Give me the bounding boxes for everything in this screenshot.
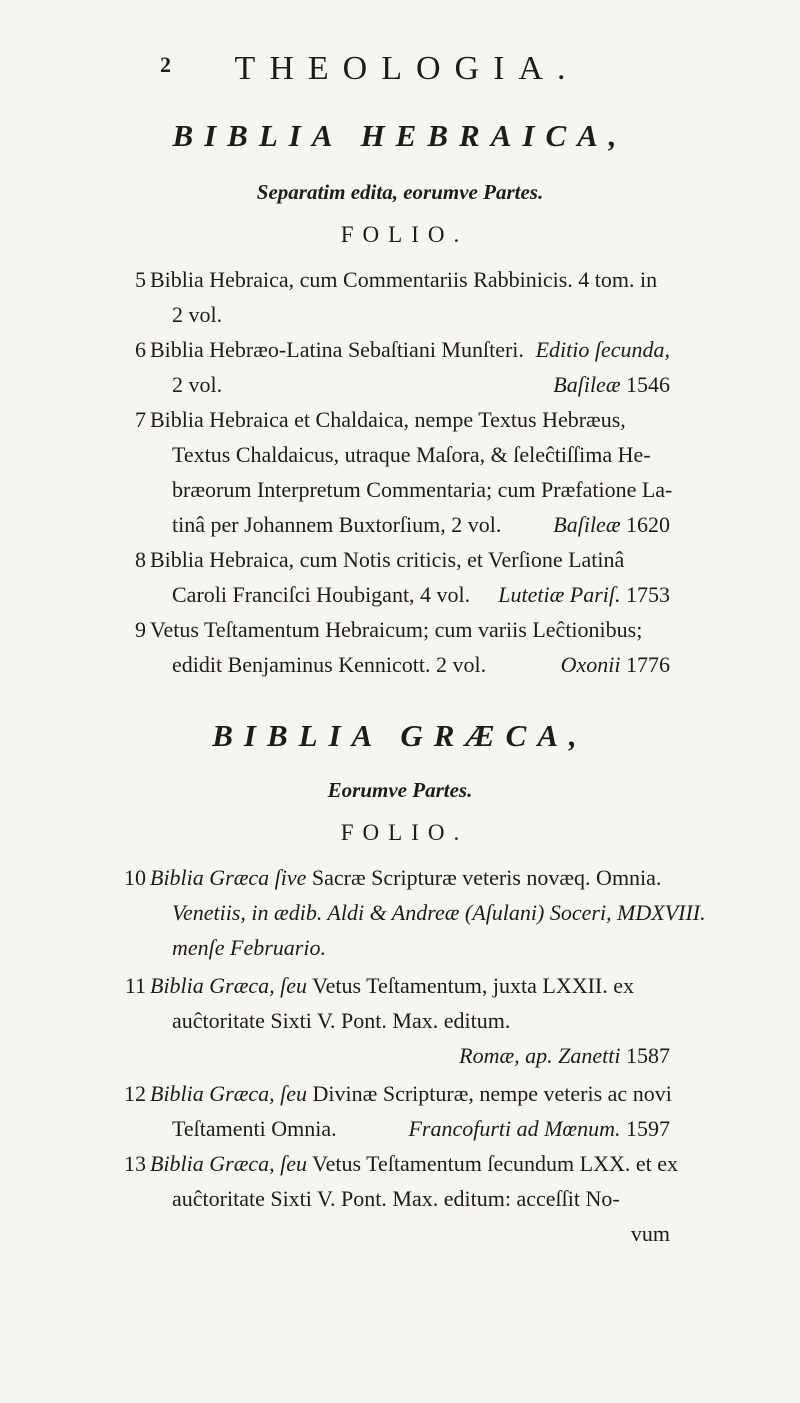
- entry-7: [135, 402, 673, 542]
- entry-line: [150, 895, 706, 930]
- imprint-place: Baſileæ: [553, 512, 621, 537]
- entry-title: Biblia Græca, ſeu: [150, 1081, 308, 1106]
- entry-number: 5: [135, 267, 146, 292]
- imprint: [561, 647, 670, 682]
- imprint-place: Lutetiæ Pariſ.: [498, 582, 621, 607]
- section-format-hebraica: FOLIO.: [340, 222, 469, 247]
- imprint-year: 1776: [626, 652, 670, 677]
- section-subtitle-hebraica: Separatim edita, eorumve Partes.: [256, 180, 544, 204]
- imprint-date: menſe Februario.: [172, 935, 326, 960]
- entry-line: [150, 1038, 670, 1073]
- imprint-year: 1597: [626, 1116, 670, 1141]
- entry-line: [150, 332, 670, 367]
- entry-line: [150, 860, 670, 895]
- imprint-place: Baſileæ: [553, 372, 621, 397]
- imprint-year: 1620: [626, 512, 670, 537]
- entry-text: Divinæ Scripturæ, nempe veteris ac novi: [312, 1081, 672, 1106]
- imprint-place: Oxonii: [560, 652, 621, 677]
- entry-text: Sacræ Scripturæ veteris novæq. Omnia.: [311, 865, 662, 890]
- page-number: 2: [160, 52, 171, 77]
- entry-line: [150, 507, 670, 542]
- entry-title: Biblia Græca, ſeu: [150, 1151, 308, 1176]
- entry-line: [150, 367, 670, 402]
- entry-13: [124, 1146, 679, 1251]
- entry-line: auĉtoritate Sixti V. Pont. Max. editum.: [172, 1008, 511, 1033]
- entry-line: auĉtoritate Sixti V. Pont. Max. editum: acceſſit No-: [172, 1186, 620, 1211]
- entry-text: Caroli Franciſci Houbigant, 4 vol.: [172, 582, 471, 607]
- section-format-graeca: FOLIO.: [340, 820, 469, 845]
- entry-line: [150, 1111, 670, 1146]
- entry-number: 12: [124, 1081, 146, 1106]
- entry-number: 11: [124, 973, 146, 998]
- entry-line: Textus Chaldaicus, utraque Maſora, & ſeleĉtiſſima He-: [172, 442, 651, 467]
- entry-number: 9: [135, 617, 146, 642]
- imprint-place: Romæ, ap. Zanetti: [459, 1043, 621, 1068]
- entry-10: [124, 860, 706, 965]
- entry-text: Teſtamenti Omnia.: [172, 1116, 337, 1141]
- entry-6: [135, 332, 670, 402]
- entry-title: Biblia Græca, ſeu: [150, 973, 308, 998]
- imprint: [498, 577, 670, 612]
- entry-number: 7: [135, 407, 146, 432]
- entry-text: tinâ per Johannem Buxtorſium, 2 vol.: [172, 512, 502, 537]
- section-title-graeca: BIBLIA GRÆCA,: [212, 718, 588, 753]
- running-head: [0, 50, 800, 90]
- entry-line: Vetus Teſtamentum Hebraicum; cum variis Leĉtionibus;: [150, 617, 643, 642]
- imprint: Venetiis, in ædib. Aldi & Andreæ (Aſulani) Soceri, MDXVIII.: [172, 900, 706, 925]
- imprint: [408, 1111, 670, 1146]
- imprint-year: 1587: [626, 1043, 670, 1068]
- edition-note: Editio ſecunda,: [535, 337, 670, 362]
- entry-text: Vetus Teſtamentum, juxta LXXII. ex: [312, 973, 635, 998]
- entry-line: [150, 647, 670, 682]
- imprint-year: 1753: [626, 582, 670, 607]
- entry-line: Biblia Hebraica et Chaldaica, nempe Textus Hebræus,: [150, 407, 626, 432]
- entry-text: 2 vol.: [172, 372, 223, 397]
- entry-line: [150, 968, 670, 1003]
- entry-number: 10: [124, 865, 146, 890]
- entry-line: Biblia Hebraica, cum Notis criticis, et Verſione Latinâ: [150, 547, 625, 572]
- entry-text: edidit Benjaminus Kennicott. 2 vol.: [172, 652, 487, 677]
- entry-number: 6: [135, 337, 146, 362]
- entry-line: [150, 577, 670, 612]
- section-title-hebraica: BIBLIA HEBRAICA,: [172, 118, 628, 153]
- entry-title: Biblia Græca ſive: [150, 865, 307, 890]
- section-subtitle-graeca: Eorumve Partes.: [327, 778, 473, 802]
- page-heading: THEOLOGIA.: [234, 50, 580, 87]
- entry-text: Biblia Hebræo-Latina Sebaſtiani Munſteri.: [150, 337, 524, 362]
- entry-line: Biblia Hebraica, cum Commentariis Rabbinicis. 4 tom. in: [150, 267, 658, 292]
- entry-line: [150, 1146, 679, 1181]
- imprint: [553, 507, 670, 542]
- entry-line: 2 vol.: [172, 302, 223, 327]
- imprint-year: 1546: [626, 372, 670, 397]
- entry-11: [124, 968, 670, 1073]
- entry-line: [150, 1076, 670, 1111]
- entry-number: 8: [135, 547, 146, 572]
- entry-number: 13: [124, 1151, 146, 1176]
- entry-12: [124, 1076, 672, 1146]
- imprint: [553, 367, 670, 402]
- entry-line: bræorum Interpretum Commentaria; cum Præfatione La-: [172, 477, 673, 502]
- catchword: vum: [630, 1221, 670, 1246]
- imprint-place: Francofurti ad Mœnum.: [408, 1116, 621, 1141]
- entry-8: [135, 542, 670, 612]
- entry-9: [135, 612, 670, 682]
- entry-text: Vetus Teſtamentum ſecundum LXX. et ex: [312, 1151, 679, 1176]
- entry-5: [135, 262, 670, 332]
- entry-line: [150, 930, 670, 965]
